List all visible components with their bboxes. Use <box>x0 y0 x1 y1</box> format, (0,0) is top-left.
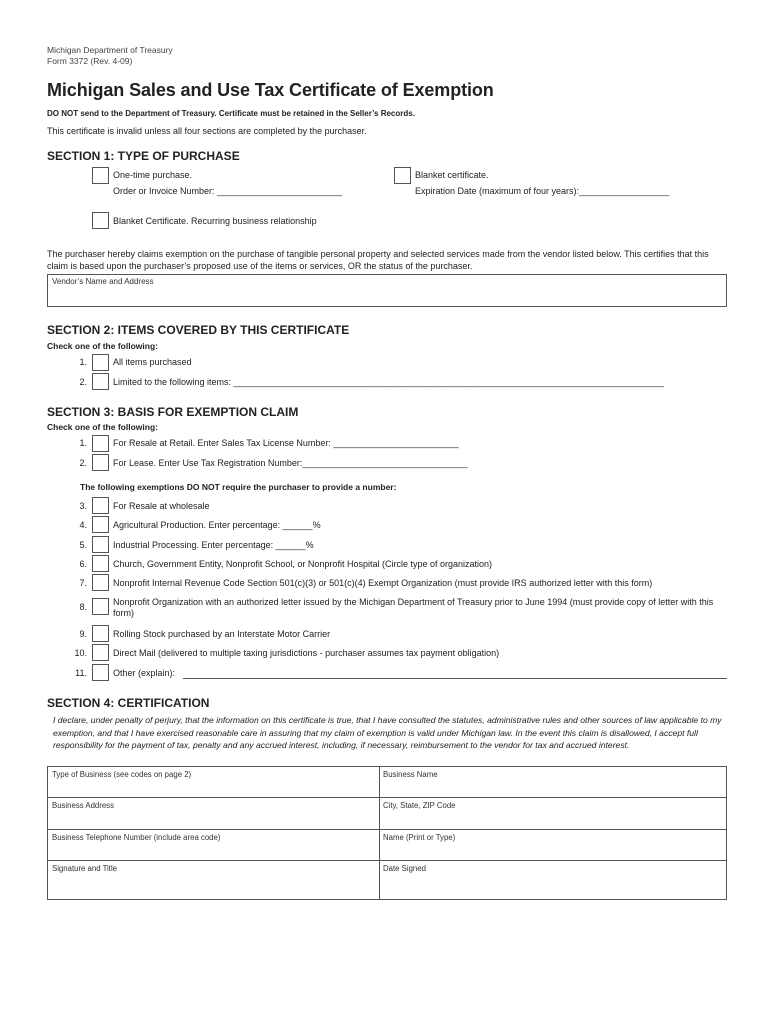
section4-heading: SECTION 4: CERTIFICATION <box>47 696 210 710</box>
date-signed-field[interactable] <box>379 861 726 899</box>
vendor-name-address-label: Vendor’s Name and Address <box>52 277 154 286</box>
signature-title-field[interactable] <box>48 861 379 899</box>
type-of-business-label: Type of Business (see codes on page 2) <box>52 770 192 779</box>
other-explain-line[interactable] <box>183 678 727 679</box>
claim-paragraph: The purchaser hereby claims exemption on the purchase of tangible personal property and selected services made from the vendor listed below. This certifies that this claim is based upon the purchaser’s proposed use of the items or services, OR the status of the purchaser. <box>47 249 709 271</box>
section3-item-number: 4. <box>79 520 87 530</box>
business-phone-label: Business Telephone Number (include area code) <box>52 833 221 842</box>
recurring-blanket-label: Blanket Certificate. Recurring business relationship <box>113 216 317 226</box>
section3-item-number: 5. <box>79 540 87 550</box>
industrial-field[interactable]: Industrial Processing. Enter percentage: ______% <box>113 540 314 550</box>
direct-mail-checkbox[interactable] <box>92 644 109 661</box>
section3-item-number: 10. <box>74 648 87 658</box>
resale-retail-field[interactable]: For Resale at Retail. Enter Sales Tax License Number: _________________________ <box>113 438 459 448</box>
signature-title-label: Signature and Title <box>52 864 118 873</box>
all-items-checkbox[interactable] <box>92 354 109 371</box>
resale-wholesale-checkbox[interactable] <box>92 497 109 514</box>
nonprofit-treasury-letter-checkbox[interactable] <box>92 598 109 615</box>
form-header <box>47 45 173 67</box>
nonprofit-treasury-letter-label: Nonprofit Organization with an authorized letter issued by the Michigan Department of Treasury prior to June 1994 (must provide copy of letter with this form) <box>113 597 714 618</box>
section3-item-number: 7. <box>79 578 87 588</box>
church-government-label: Church, Government Entity, Nonprofit School, or Nonprofit Hospital (Circle type of organization) <box>113 559 493 569</box>
business-address-field[interactable] <box>48 798 379 829</box>
expiration-date-field[interactable]: Expiration Date (maximum of four years):__________________ <box>415 186 670 196</box>
date-signed-label: Date Signed <box>383 864 426 873</box>
do-not-send-note: DO NOT send to the Department of Treasury. Certificate must be retained in the Seller’s Records. <box>47 109 415 118</box>
other-label: Other (explain): <box>113 668 176 678</box>
form-number: Form 3372 (Rev. 4-09) <box>47 56 133 66</box>
lease-checkbox[interactable] <box>92 454 109 471</box>
industrial-checkbox[interactable] <box>92 536 109 553</box>
recurring-blanket-checkbox[interactable] <box>92 212 109 229</box>
section3-item-number: 9. <box>79 629 87 639</box>
section3-item-number: 8. <box>79 602 87 612</box>
business-address-label: Business Address <box>52 801 114 810</box>
section2-item-number: 2. <box>79 377 87 387</box>
blanket-certificate-label: Blanket certificate. <box>415 170 489 180</box>
limited-items-checkbox[interactable] <box>92 373 109 390</box>
order-invoice-number-field[interactable]: Order or Invoice Number: _________________________ <box>113 186 343 196</box>
certification-declaration: I declare, under penalty of perjury, that the information on this certificate is true, that I have consulted the statutes, administrative rules and other sources of law applicable to my exemption, and that I have exercised reasonable care in assuring that my claim of exemption is valid under Michigan law. In the event this claim is disallowed, I accept full responsibility for the payment of tax, penalty and any accrued interest, including, if necessary, reimbursement to the vendor for tax and accrued interest. <box>53 715 722 750</box>
certification-fields-table <box>47 766 727 900</box>
section3-heading: SECTION 3: BASIS FOR EXEMPTION CLAIM <box>47 405 299 419</box>
business-name-field[interactable] <box>379 767 726 797</box>
lease-field[interactable]: For Lease. Enter Use Tax Registration Number:_________________________________ <box>113 458 468 468</box>
one-time-purchase-checkbox[interactable] <box>92 167 109 184</box>
one-time-purchase-label: One-time purchase. <box>113 170 193 180</box>
city-state-zip-field[interactable] <box>379 798 726 829</box>
section1-heading: SECTION 1: TYPE OF PURCHASE <box>47 149 240 163</box>
section3-check-one: Check one of the following: <box>47 422 158 432</box>
section3-item-number: 1. <box>79 438 87 448</box>
rolling-stock-label: Rolling Stock purchased by an Interstate Motor Carrier <box>113 629 331 639</box>
other-checkbox[interactable] <box>92 664 109 681</box>
limited-items-field[interactable]: Limited to the following items: ______________________________________________________________________________________ <box>113 377 665 387</box>
agricultural-checkbox[interactable] <box>92 516 109 533</box>
section3-item-number: 11. <box>75 668 87 678</box>
resale-wholesale-label: For Resale at wholesale <box>113 501 210 511</box>
direct-mail-label: Direct Mail (delivered to multiple taxing jurisdictions - purchaser assumes tax payment obligation) <box>113 648 500 658</box>
resale-retail-checkbox[interactable] <box>92 435 109 452</box>
church-government-checkbox[interactable] <box>92 555 109 572</box>
section3-item-number: 6. <box>79 559 87 569</box>
section2-item-number: 1. <box>79 357 87 367</box>
nonprofit-501c-label: Nonprofit Internal Revenue Code Section 501(c)(3) or 501(c)(4) Exempt Organization (must provide IRS authorized letter with this form) <box>113 578 653 588</box>
rolling-stock-checkbox[interactable] <box>92 625 109 642</box>
type-of-business-field[interactable] <box>48 767 379 797</box>
section2-check-one: Check one of the following: <box>47 341 158 351</box>
city-state-zip-label: City, State, ZIP Code <box>383 801 456 810</box>
section2-heading: SECTION 2: ITEMS COVERED BY THIS CERTIFICATE <box>47 323 350 337</box>
all-items-label: All items purchased <box>113 357 192 367</box>
no-number-note: The following exemptions DO NOT require the purchaser to provide a number: <box>80 482 397 492</box>
business-phone-field[interactable] <box>48 830 379 860</box>
page-title: Michigan Sales and Use Tax Certificate of Exemption <box>47 80 494 100</box>
name-print-label: Name (Print or Type) <box>383 833 456 842</box>
blanket-certificate-checkbox[interactable] <box>394 167 411 184</box>
name-print-field[interactable] <box>379 830 726 860</box>
agricultural-field[interactable]: Agricultural Production. Enter percentage: ______% <box>113 520 321 530</box>
agency-name: Michigan Department of Treasury <box>47 45 173 55</box>
vendor-name-address-field[interactable] <box>47 274 727 307</box>
nonprofit-501c-checkbox[interactable] <box>92 574 109 591</box>
invalid-note: This certificate is invalid unless all four sections are completed by the purchaser. <box>47 126 367 136</box>
section3-item-number: 3. <box>79 501 87 511</box>
business-name-label: Business Name <box>383 770 438 779</box>
section3-item-number: 2. <box>79 458 87 468</box>
